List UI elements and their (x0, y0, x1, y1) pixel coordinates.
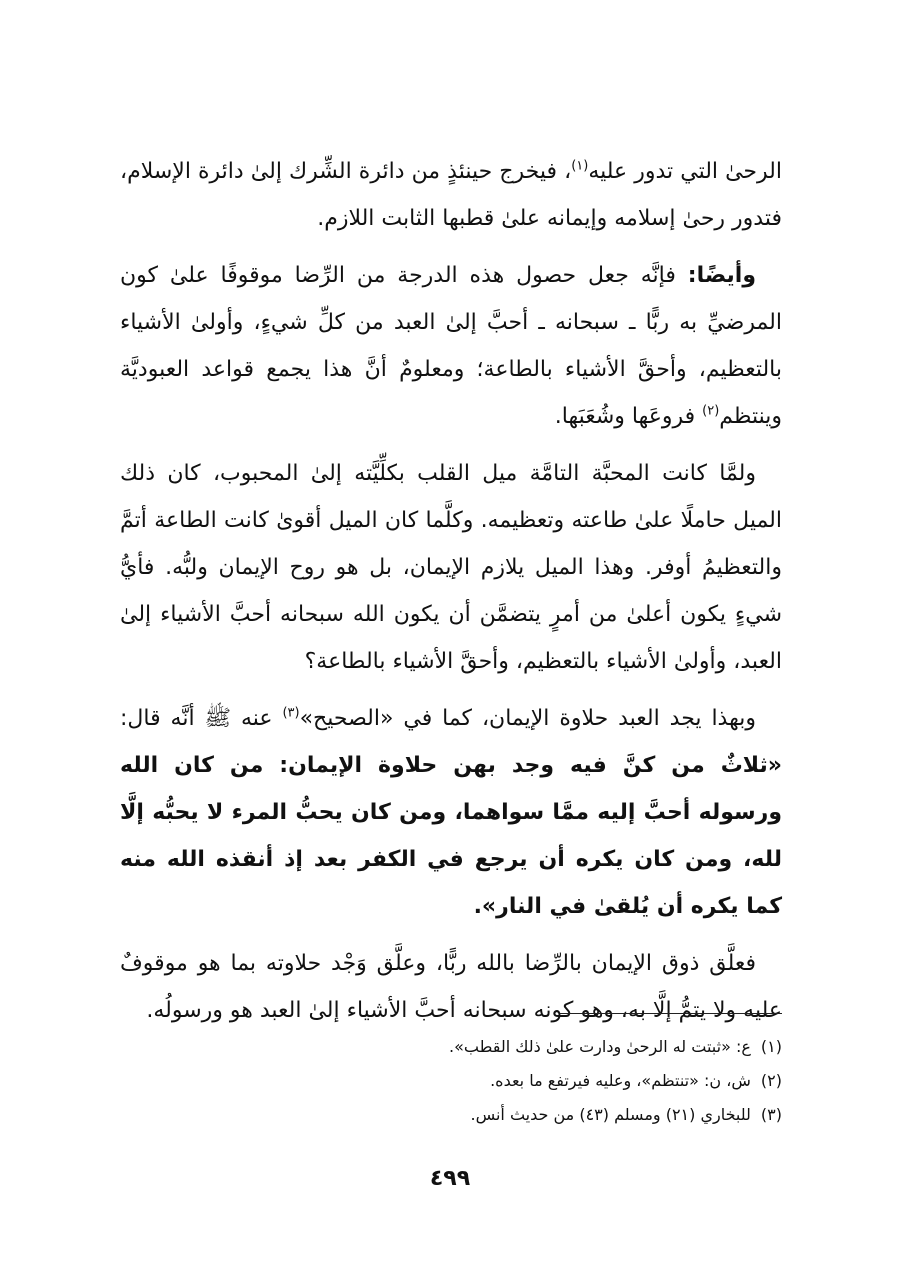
main-text (120, 148, 782, 1044)
paragraph-2-text-b: فروعَها وشُعَبَها. (554, 404, 703, 429)
footnote-3 (300, 1098, 782, 1132)
paragraph-5 (120, 940, 782, 1034)
paragraph-5-text: فعلَّق ذوق الإيمان بالرِّضا بالله ربًّا، وعلَّق وَجْد حلاوته بما هو موقوفٌ عليه ولا يتمُّ إلَّا به، وهو كونه سبحانه أحبَّ الأشياء إلىٰ العبد هو ورسولُه. (120, 951, 782, 1023)
paragraph-1 (120, 148, 782, 242)
paragraph-1-text-a: الرحىٰ التي تدور عليه (588, 159, 782, 184)
hadith-quote: «ثلاثٌ من كنَّ فيه وجد بهن حلاوة الإيمان: من كان الله ورسوله أحبَّ إليه ممَّا سواهما، ومن كان يحبُّ المرء لا يحبُّه إلَّا لله، ومن كان يكره أن يرجع في الكفر بعد إذ أنقذه الله منه كما يكره أن يُلقىٰ في النار». (120, 753, 782, 919)
paragraph-1-text-b: ، فيخرج حينئذٍ من دائرة الشِّرك إلىٰ دائرة الإسلام، فتدور رحىٰ إسلامه وإيمانه علىٰ قطبها الثابت اللازم. (120, 159, 782, 231)
paragraph-2-lead: وأيضًا: (687, 263, 756, 288)
footnote-number: (١) (760, 1037, 782, 1056)
footnote-1 (300, 1030, 782, 1064)
paragraph-4-text-b: عنه ﷺ أنَّه قال: (120, 706, 283, 731)
footnote-2 (300, 1064, 782, 1098)
footnote-divider (560, 1013, 782, 1014)
footnote-ref-1: (١) (571, 158, 589, 174)
footnote-text: ش، ن: «تنتظم»، وعليه فيرتفع ما بعده. (490, 1071, 751, 1090)
paragraph-3 (120, 450, 782, 685)
footnote-number: (٢) (760, 1071, 782, 1090)
paragraph-3-text: ولمَّا كانت المحبَّة التامَّة ميل القلب بكلِّيَّته إلىٰ المحبوب، كان ذلك الميل حاملًا علىٰ طاعته وتعظيمه. وكلَّما كان الميل أقوىٰ كانت الطاعة أتمَّ والتعظيمُ أوفر. وهذا الميل يلازم الإيمان، بل هو روح الإيمان ولبُّه. فأيُّ شيءٍ يكون أعلىٰ من أمرٍ يتضمَّن أن يكون الله سبحانه أحبَّ الأشياء إلىٰ العبد، وأولىٰ الأشياء بالتعظيم، وأحقَّ الأشياء بالطاعة؟ (120, 461, 782, 674)
footnote-number: (٣) (760, 1105, 782, 1124)
paragraph-4 (120, 695, 782, 930)
paragraph-2-text-a: فإنَّه جعل حصول هذه الدرجة من الرِّضا موقوفًا علىٰ كون المرضيِّ به ربًّا ـ سبحانه ـ أحبَّ إلىٰ العبد من كلِّ شيءٍ، وأولىٰ الأشياء بالتعظيم، وأحقَّ الأشياء بالطاعة؛ ومعلومٌ أنَّ هذا يجمع قواعد العبوديَّة وينتظم (120, 263, 782, 429)
footnote-text: ع: «ثبتت له الرحىٰ ودارت علىٰ ذلك القطب». (449, 1037, 751, 1056)
footnotes (300, 1030, 782, 1132)
paragraph-4-text-a: وبهذا يجد العبد حلاوة الإيمان، كما في «الصحيح» (299, 706, 756, 731)
page-number: ٤٩٩ (429, 1166, 471, 1191)
paragraph-2 (120, 252, 782, 440)
footnote-text: للبخاري (٢١) ومسلم (٤٣) من حديث أنس. (470, 1105, 751, 1124)
footnote-ref-2: (٢) (702, 403, 720, 419)
footnote-ref-3: (٣) (282, 705, 300, 721)
